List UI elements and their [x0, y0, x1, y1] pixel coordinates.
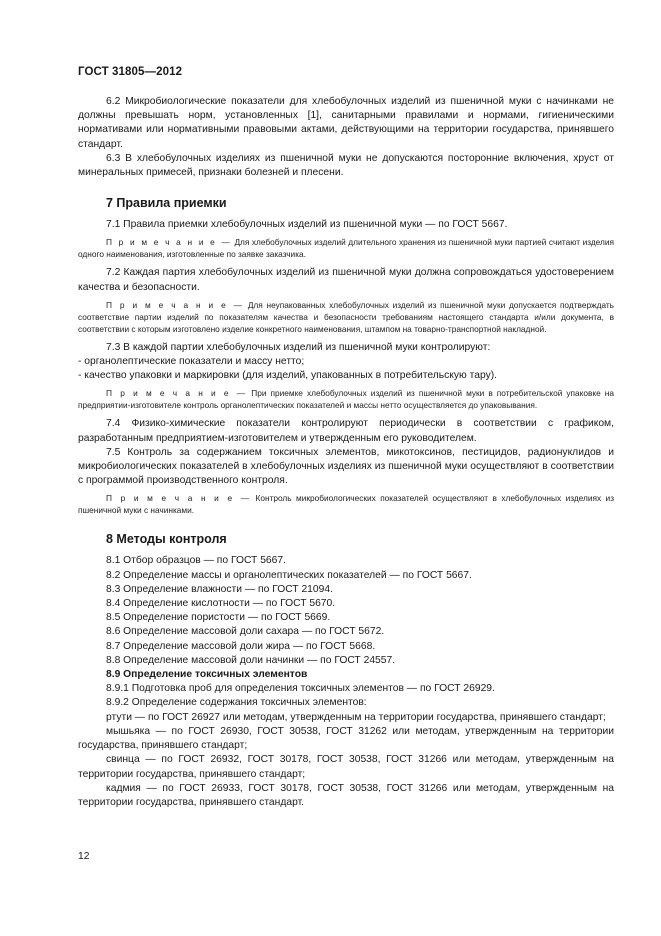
method-item: 8.6 Определение массовой доли сахара — по ГОСТ 5672.: [106, 626, 385, 638]
paragraph-7-5: 7.5 Контроль за содержанием токсичных элементов, микотоксинов, пестицидов, радионуклидов и микробиологических показателей в хлебобулочных изделиях из пшеничной муки осуществляют в соответствии с программой производственного контроля.: [78, 446, 614, 487]
paragraph-6-3: 6.3 В хлебобулочных изделиях из пшеничной муки не допускаются посторонние включения, хруст от минеральных примесей, признаки болезней и плесени.: [78, 152, 614, 179]
section-8-title: 8 Методы контроля: [106, 532, 227, 547]
note-label: П р и м е ч а н и е —: [106, 237, 232, 248]
note-3-text: При приемке хлебобулочных изделий из пшеничной муки в потребительской упаковке на предприятии-изготовителе контроль органолептических показателей и массы нетто осуществляется до упаковывания.: [78, 388, 614, 411]
paragraph-7-4: 7.4 Физико-химические показатели контролируют периодически в соответствии с графиком, разработанным предприятием-изготовителем и утвержденным его руководителем.: [78, 418, 614, 444]
note-4-text: Контроль микробиологических показателей осуществляют в хлебобулочных изделиях из пшеничной муки с начинками.: [78, 493, 614, 516]
paragraph-mercury: ртути — по ГОСТ 26927 или методам, утвержденным на территории государства, принявшего стандарт;: [106, 711, 606, 723]
method-item: 8.4 Определение кислотности — по ГОСТ 5670.: [106, 598, 336, 610]
paragraph-6-2: 6.2 Микробиологические показатели для хлебобулочных изделий из пшеничной муки с начинками не должны превышать норм, установленных [1], санитарными правилами и нормами, гигиеническими нормативами или нормативными правовыми актами, действующими на территории государства, принявшего стандарт.: [78, 96, 614, 150]
note-2: [78, 299, 614, 335]
section-7-title: 7 Правила приемки: [106, 196, 227, 211]
paragraph-lead: свинца — по ГОСТ 26932, ГОСТ 30178, ГОСТ 30538, ГОСТ 31266 или методам, утвержденным на территории государства, принявшего стандарт;: [78, 754, 614, 780]
paragraph-8-9-2: 8.9.2 Определение содержания токсичных элементов:: [106, 697, 367, 709]
note-1-text: Для хлебобулочных изделий длительного хранения из пшеничной муки партией считают изделия одного наименования, изготовленные по заявке заказчика.: [78, 237, 614, 260]
note-4: [78, 492, 614, 516]
method-item: 8.7 Определение массовой доли жира — по ГОСТ 5668.: [106, 640, 376, 652]
document-body: [78, 95, 614, 810]
paragraph-7-2: 7.2 Каждая партия хлебобулочных изделий из пшеничной муки должна сопровождаться удостоверением качества и безопасности.: [78, 267, 614, 293]
paragraph-cadmium: кадмия — по ГОСТ 26933, ГОСТ 30178, ГОСТ 30538, ГОСТ 31266 или методам, утвержденным на территории государства, принявшего стандарт.: [78, 782, 614, 808]
paragraph-7-1: 7.1 Правила приемки хлебобулочных изделий из пшеничной муки — по ГОСТ 5667.: [106, 219, 508, 231]
document-code: ГОСТ 31805—2012: [78, 66, 183, 78]
note-3: [78, 387, 614, 411]
note-label: П р и м е ч а н и е —: [106, 299, 245, 310]
note-label: П р и м е ч а н и е —: [106, 388, 248, 399]
method-item: 8.1 Отбор образцов — по ГОСТ 5667.: [106, 555, 286, 567]
paragraph-7-3-item-a: - органолептические показатели и массу нетто;: [78, 356, 305, 368]
note-label: П р и м е ч а н и е —: [106, 493, 252, 504]
method-item: 8.5 Определение пористости — по ГОСТ 5669.: [106, 612, 331, 624]
paragraph-8-9-1: 8.9.1 Подготовка проб для определения токсичных элементов — по ГОСТ 26929.: [106, 683, 495, 695]
method-item: 8.2 Определение массы и органолептических показателей — по ГОСТ 5667.: [106, 569, 472, 581]
subsection-8-9-title: 8.9 Определение токсичных элементов: [106, 669, 308, 681]
method-item: 8.8 Определение массовой доли начинки — по ГОСТ 24557.: [106, 654, 396, 666]
paragraph-arsenic: мышьяка — по ГОСТ 26930, ГОСТ 30538, ГОСТ 31262 или методам, утвержденным на территории государства, принявшего стандарт;: [78, 725, 614, 752]
note-1: [78, 236, 614, 260]
method-item: 8.3 Определение влажности — по ГОСТ 21094.: [106, 583, 333, 595]
page-number: 12: [78, 851, 90, 862]
paragraph-7-3: 7.3 В каждой партии хлебобулочных изделий из пшеничной муки контролируют:: [106, 341, 491, 353]
note-2-text: Для неупакованных хлебобулочных изделий из пшеничной муки допускается подтверждать соответствие партии изделий по показателям качества и безопасности требованиям настоящего стандарта и/или документа, в соответствии с которым изготовлено изделие конкретного наименования, штампом на товарно-транспортной накладной.: [78, 299, 614, 334]
paragraph-7-3-item-b: - качество упаковки и маркировки (для изделий, упакованных в потребительскую тару).: [78, 370, 498, 382]
